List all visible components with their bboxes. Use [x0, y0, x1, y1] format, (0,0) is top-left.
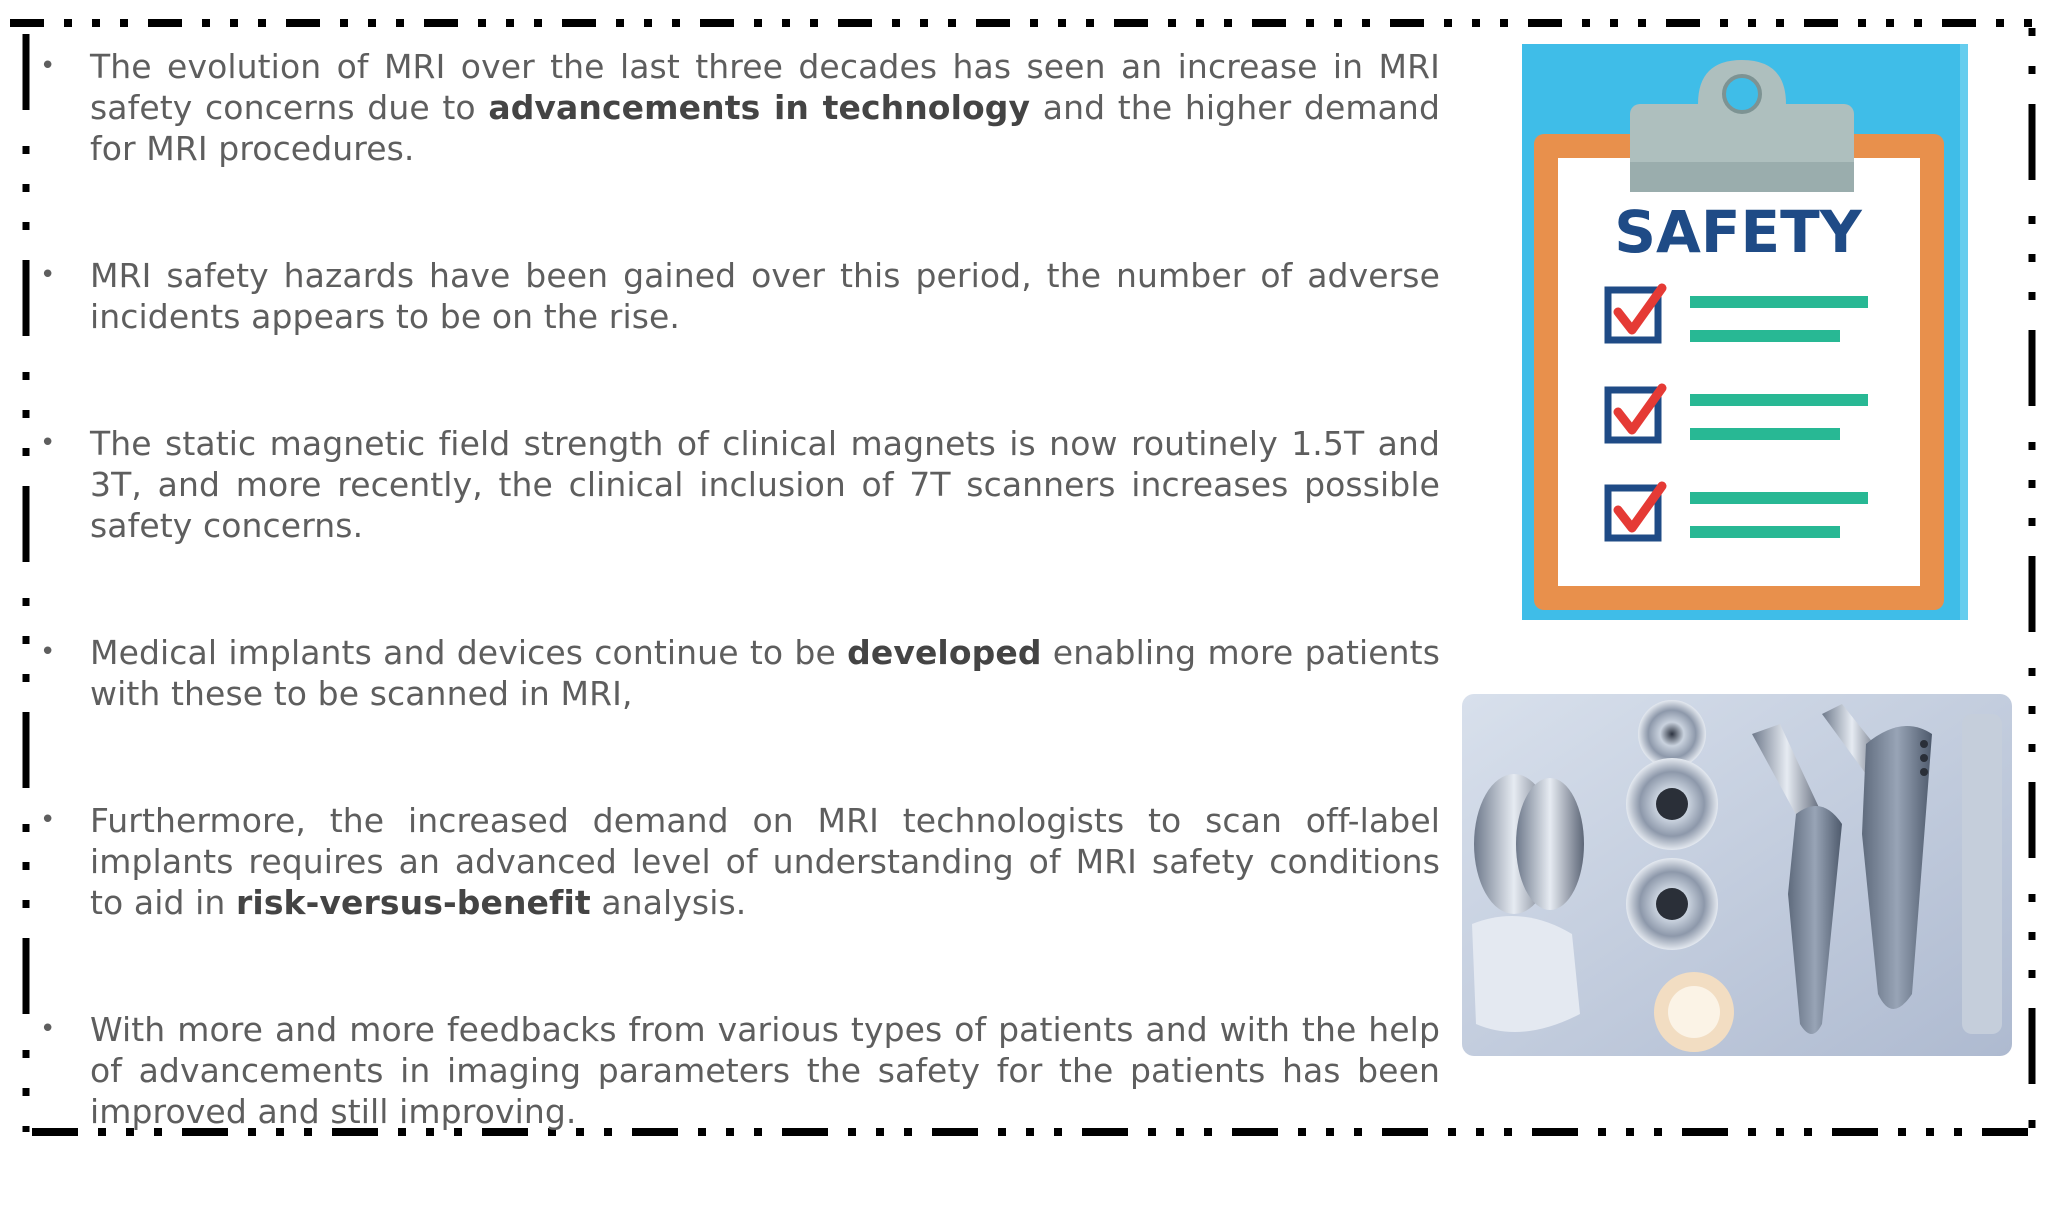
bullet-item [36, 255, 1440, 337]
bullet-item [36, 632, 1440, 714]
bullet-text: The static magnetic field strength of clinical magnets is now routinely 1.5T and 3T, and more recently, the clinical inclusion of 7T scanners increases possible safety concerns. [90, 424, 1440, 545]
bullet-marker: • [40, 428, 56, 458]
bullet-text: enabling more patients with these to be scanned in MRI, [90, 633, 1440, 713]
safety-checklist-clipboard-icon [1522, 44, 1968, 620]
bullet-marker: • [40, 637, 56, 667]
bullet-text: analysis. [590, 883, 747, 922]
bullet-emphasis-text: advancements in technology [488, 88, 1031, 127]
bullet-emphasis-text: risk-versus-benefit [236, 883, 591, 922]
bullet-marker: • [40, 805, 56, 835]
bullet-text: and the higher demand for MRI procedures. [90, 88, 1440, 168]
bullet-emphasis-text: developed [847, 633, 1042, 672]
bullet-item [36, 423, 1440, 546]
bullet-marker: • [40, 260, 56, 290]
bullet-item [36, 46, 1440, 169]
bullet-marker: • [40, 51, 56, 81]
bullet-text: MRI safety hazards have been gained over this period, the number of adverse incidents appears to be on the rise. [90, 256, 1440, 336]
bullet-item [36, 800, 1440, 923]
bullet-text: With more and more feedbacks from various types of patients and with the help of advancements in imaging parameters the safety for the patients has been improved and still improving. [90, 1010, 1440, 1131]
bullet-item [36, 1009, 1440, 1132]
bullet-text: Furthermore, the increased demand on MRI technologists to scan off-label implants requires an advanced level of understanding of MRI safety conditions to aid in [90, 801, 1440, 922]
medical-implants-photo [1462, 694, 2012, 1056]
bullet-list [36, 46, 1440, 1218]
bullet-marker: • [40, 1014, 56, 1044]
safety-label: SAFETY [1614, 198, 1862, 266]
bullet-text: The evolution of MRI over the last three decades has seen an increase in MRI safety concerns due to [90, 47, 1440, 127]
bullet-text: Medical implants and devices continue to be [90, 633, 848, 672]
